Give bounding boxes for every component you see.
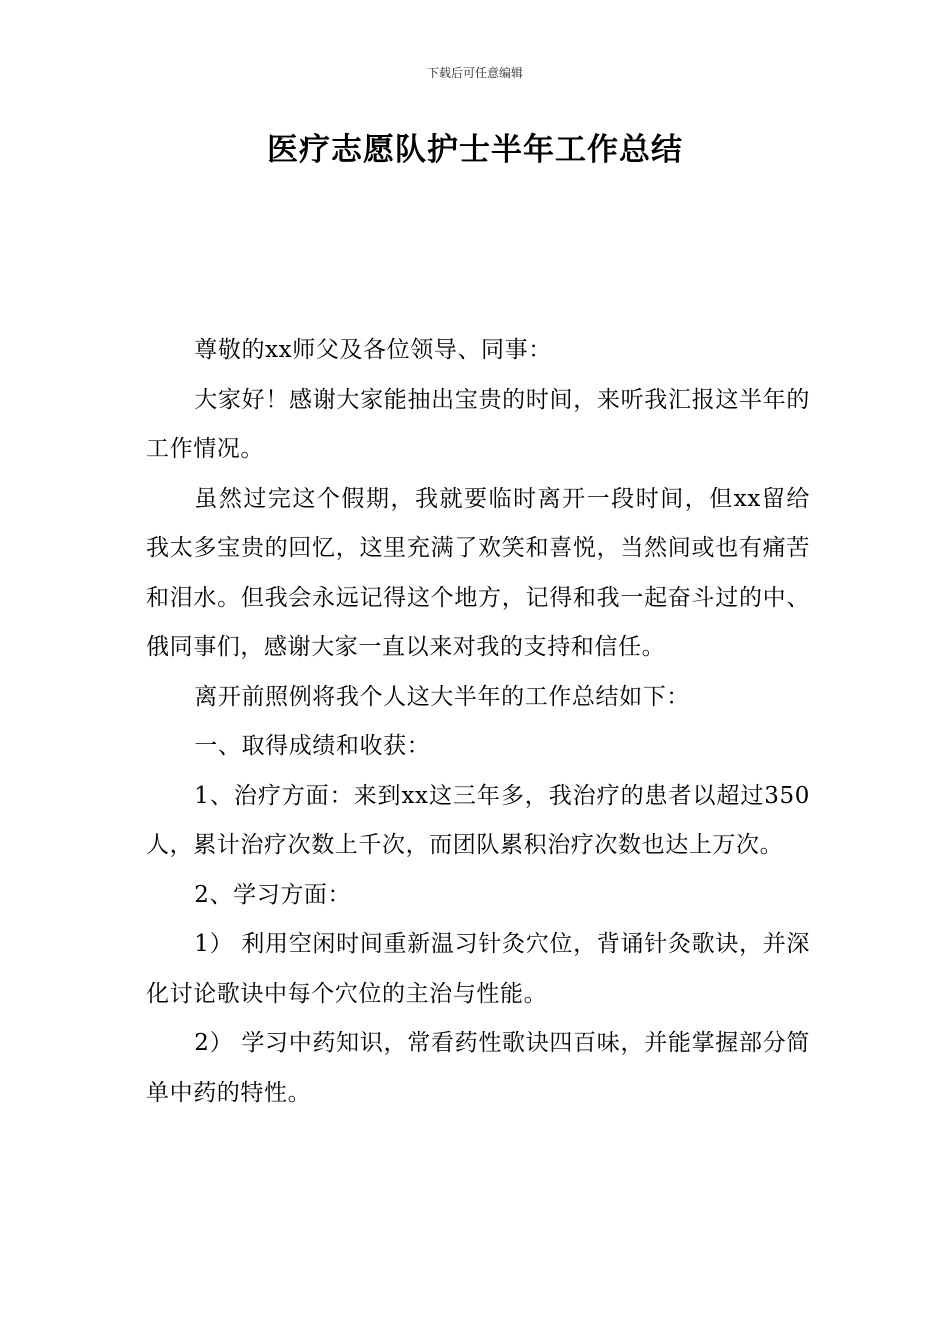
- treatment-paragraph: 1、治疗方面：来到xx这三年多，我治疗的患者以超过350人，累计治疗次数上千次，而团队累积治疗次数也达上万次。: [146, 782, 810, 858]
- study-item-acupuncture: 1） 利用空闲时间重新温习针灸穴位，背诵针灸歌诀，并深化讨论歌诀中每个穴位的主治与性能。: [146, 931, 810, 1007]
- salutation-paragraph: 尊敬的xx师父及各位领导、同事：: [194, 337, 552, 363]
- greeting-paragraph: 大家好！感谢大家能抽出宝贵的时间，来听我汇报这半年的工作情况。: [146, 386, 810, 462]
- study-item-herbal: 2） 学习中药知识，常看药性歌诀四百味，并能掌握部分简单中药的特性。: [146, 1030, 810, 1106]
- section-heading-achievements: 一、取得成绩和收获：: [194, 733, 431, 759]
- summary-intro-paragraph: 离开前照例将我个人这大半年的工作总结如下：: [194, 683, 690, 710]
- header-note: 下载后可任意编辑: [426, 66, 523, 80]
- document-body: [146, 326, 810, 1118]
- farewell-paragraph: 虽然过完这个假期，我就要临时离开一段时间，但xx留给我太多宝贵的回忆，这里充满了欢笑和喜悦，当然间或也有痛苦和泪水。但我会永远记得这个地方，记得和我一起奋斗过的中、俄同事们，感谢大家一直以来对我的支持和信任。: [146, 485, 810, 660]
- section-heading-study: 2、学习方面：: [194, 881, 352, 908]
- document-title: 医疗志愿队护士半年工作总结: [267, 132, 683, 168]
